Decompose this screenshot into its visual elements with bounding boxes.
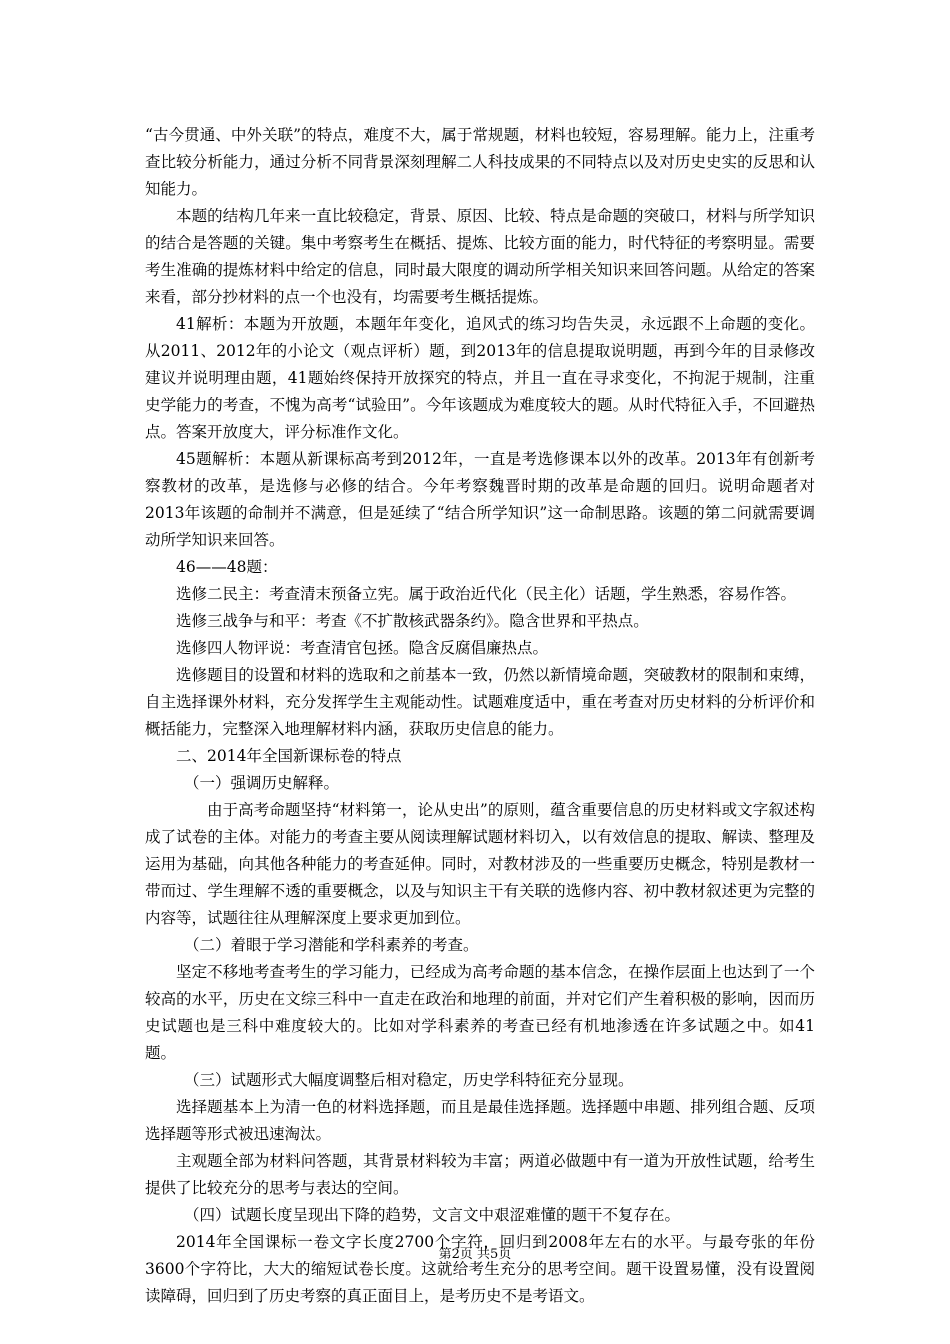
subsection-heading: （四）试题长度呈现出下降的趋势，文言文中艰涩难懂的题干不复存在。 [184, 1206, 681, 1224]
paragraph: 2014年全国课标一卷文字长度2700个字符，回归到2008年左右的水平。与最夸张的年份3600个字符比，大大的缩短试卷长度。这就给考生充分的思考空间。题干设置易懂，没有设置阅读障碍，回归到了历史考察的真正面目上，是考历史不是考语文。 [145, 1233, 815, 1305]
paragraph: 主观题全部为材料问答题，其背景材料较为丰富；两道必做题中有一道为开放性试题，给考生提供了比较充分的思考与表达的空间。 [145, 1152, 815, 1197]
subsection-heading: （三）试题形式大幅度调整后相对稳定，历史学科特征充分显现。 [184, 1071, 634, 1089]
subsection-heading: （二）着眼于学习潜能和学科素养的考查。 [184, 936, 479, 954]
paragraph: 选修四人物评说：考查清官包拯。隐含反腐倡廉热点。 [176, 639, 549, 657]
paragraph: 坚定不移地考查考生的学习能力，已经成为高考命题的基本信念，在操作层面上也达到了一个较高的水平，历史在文综三科中一直走在政治和地理的前面，并对它们产生着积极的影响，因而历史试题也是三科中难度较大的。比如对学科素养的考查已经有机地渗透在许多试题之中。如41题。 [145, 963, 815, 1062]
paragraph: 选修三战争与和平：考查《不扩散核武器条约》。隐含世界和平热点。 [176, 612, 649, 630]
paragraph: 46——48题： [176, 558, 278, 576]
paragraph: 本题的结构几年来一直比较稳定，背景、原因、比较、特点是命题的突破口，材料与所学知识的结合是答题的关键。集中考察考生在概括、提炼、比较方面的能力，时代特征的考察明显。需要考生准确的提炼材料中给定的信息，同时最大限度的调动所学相关知识来回答问题。从给定的答案来看，部分抄材料的点一个也没有，均需要考生概括提炼。 [145, 207, 815, 306]
paragraph: 由于高考命题坚持“材料第一，论从史出”的原则，蕴含重要信息的历史材料或文字叙述构成了试卷的主体。对能力的考查主要从阅读理解试题材料切入，以有效信息的提取、解读、整理及运用为基础，向其他各种能力的考查延伸。同时，对教材涉及的一些重要历史概念，特别是教材一带而过、学生理解不透的重要概念，以及与知识主干有关联的选修内容、初中教材叙述更为完整的内容等，试题往往从理解深度上要求更加到位。 [145, 801, 815, 927]
section-heading: 二、2014年全国新课标卷的特点 [176, 747, 402, 765]
paragraph: 45题解析：本题从新课标高考到2012年，一直是考选修课本以外的改革。2013年有创新考察教材的改革，是选修与必修的结合。今年考察魏晋时期的改革是命题的回归。说明命题者对2013年该题的命制并不满意，但是延续了“结合所学知识”这一命制思路。该题的第二问就需要调动所学知识来回答。 [145, 450, 815, 549]
page-footer [0, 1246, 950, 1264]
subsection-heading: （一）强调历史解释。 [184, 774, 340, 792]
page-number: 第2页 共5页 [438, 1247, 512, 1262]
document-body [145, 122, 815, 1310]
paragraph: 选修二民主：考查清末预备立宪。属于政治近代化（民主化）话题，学生熟悉，容易作答。 [176, 585, 797, 603]
paragraph: 选择题基本上为清一色的材料选择题，而且是最佳选择题。选择题中串题、排列组合题、反项选择题等形式被迅速淘汰。 [145, 1098, 815, 1143]
paragraph: 选修题目的设置和材料的选取和之前基本一致，仍然以新情境命题，突破教材的限制和束缚，自主选择课外材料，充分发挥学生主观能动性。试题难度适中，重在考查对历史材料的分析评价和概括能力，完整深入地理解材料内涵，获取历史信息的能力。 [145, 666, 815, 738]
paragraph: “古今贯通、中外关联”的特点，难度不大，属于常规题，材料也较短，容易理解。能力上，注重考查比较分析能力，通过分析不同背景深刻理解二人科技成果的不同特点以及对历史史实的反思和认知能力。 [145, 126, 815, 198]
paragraph: 41解析：本题为开放题，本题年年变化，追风式的练习均告失灵，永远跟不上命题的变化。从2011、2012年的小论文（观点评析）题，到2013年的信息提取说明题，再到今年的目录修改建议并说明理由题，41题始终保持开放探究的特点，并且一直在寻求变化，不拘泥于规制，注重史学能力的考查，不愧为高考“试验田”。今年该题成为难度较大的题。从时代特征入手，不回避热点。答案开放度大，评分标准作文化。 [145, 315, 815, 441]
